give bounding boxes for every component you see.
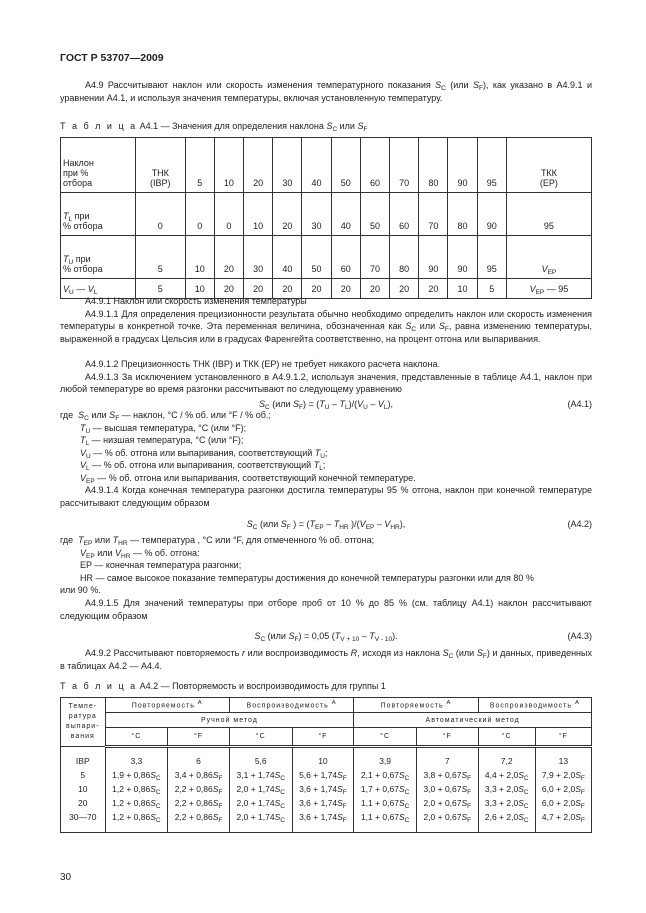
table-cell: 20 <box>273 279 302 299</box>
table-cell: 50 <box>302 236 331 279</box>
table-cell: 60 <box>390 193 419 236</box>
where-item: где $T_{EP}$ или $T_{HR}$ — температура , °С или °F, для отмеченного % об. отгона; <box>60 535 375 547</box>
table-cell: 5 <box>61 768 106 782</box>
table-cell: 50 <box>360 193 389 236</box>
table-cell: 70 <box>390 138 419 193</box>
table-cell: 10 <box>185 279 214 299</box>
table-cell: 80 <box>390 236 419 279</box>
table-cell: $1,1 + 0,67S_C$ <box>354 810 417 833</box>
table-row <box>61 796 592 810</box>
table-cell: Наклон при % отбора <box>61 138 136 193</box>
table-cell: $3,0 + 0,67S_F$ <box>416 782 478 796</box>
table-row <box>61 810 592 833</box>
table-cell: $2,6 + 2,0S_C$ <box>478 810 535 833</box>
table-cell: $2,2 + 0,86S_F$ <box>168 810 230 833</box>
equation-number: (А4.1) <box>567 399 592 409</box>
table-header-row <box>61 713 592 728</box>
table-cell: ТКК (EP) <box>506 138 591 193</box>
table-cell: 20 <box>244 138 273 193</box>
table-a4-1-caption <box>60 121 367 131</box>
table-cell: 0 <box>214 193 243 236</box>
table-cell: 7,2 <box>478 747 535 769</box>
document-header: ГОСТ Р 53707—2009 <box>60 52 164 64</box>
table-cell: 3,3 <box>105 747 168 769</box>
where-list-2 <box>60 534 592 597</box>
caption-text: А4.2 — Повторяемость и воспроизводимость для группы 1 <box>137 681 386 691</box>
table-cell: 70 <box>419 193 448 236</box>
table-cell: $1,2 + 0,86S_C$ <box>105 782 168 796</box>
where-item: где $S_C$ или $S_F$ — наклон, °С / % об. или °F / % об.; <box>60 410 271 422</box>
caption-prefix: Т а б л и ц а <box>60 121 138 131</box>
where-item: $V_{EP}$ или $V_{HR}$ — % об. отгона: <box>80 547 200 560</box>
table-cell: $2,0 + 1,74S_C$ <box>229 796 292 810</box>
table-cell: $3,4 + 0,86S_F$ <box>168 768 230 782</box>
group-header: Воспроизводимость $^А$ <box>229 698 353 713</box>
table-cell: 70 <box>360 236 389 279</box>
table-cell: 20 <box>360 279 389 299</box>
table-cell: 10 <box>448 279 477 299</box>
table-cell: 90 <box>419 236 448 279</box>
table-cell: $1,2 + 0,86S_C$ <box>105 796 168 810</box>
table-header-row <box>61 698 592 713</box>
table-cell: $6,0 + 2,0S_F$ <box>535 796 591 810</box>
paragraph-a4-9-1-5: А4.9.1.5 Для значений температуры при отборе проб от 10 % до 85 % (см. таблицу А4.1) наклон рассчитывают следующим образом <box>60 598 592 621</box>
table-cell: 95 <box>477 236 506 279</box>
table-cell: 20 <box>302 279 331 299</box>
table-cell: $3,3 + 2,0S_C$ <box>478 796 535 810</box>
table-cell: 5 <box>185 138 214 193</box>
table-cell: $4,4 + 2,0S_C$ <box>478 768 535 782</box>
table-cell: 5 <box>477 279 506 299</box>
table-cell: IBP <box>61 747 106 769</box>
where-item: $V_{EP}$ — % об. отгона или выпаривания, соответствующий конечной температуре. <box>80 472 416 485</box>
equation-number: (А4.3) <box>567 631 592 641</box>
table-cell: 20 <box>390 279 419 299</box>
table-cell: $2,1 + 0,67S_C$ <box>354 768 417 782</box>
unit-header: °С <box>105 728 168 747</box>
page-number: 30 <box>60 872 72 883</box>
table-cell: $3,1 + 1,74S_C$ <box>229 768 292 782</box>
where-item: HR — самое высокое показание температуры достижения до конечной температуры разгонки или для 80 % <box>80 572 534 583</box>
table-cell: $T_L$ при % отбора <box>61 193 136 236</box>
table-cell: 80 <box>419 138 448 193</box>
equation-formula: $S_C$ (или $S_F) = (T_U - T_L)/(V_U - V_L)$, <box>258 399 393 411</box>
group-header: Повторяемость $^А$ <box>105 698 229 713</box>
where-item: $V_U$ — % об. отгона или выпаривания, соответствующий $T_U$; <box>80 447 328 460</box>
table-cell: $V_U$ — $V_L$ <box>61 279 136 299</box>
table-cell: $V_{EP}$ — 95 <box>506 279 591 299</box>
table-cell: ТНК (IBP) <box>136 138 186 193</box>
table-cell: 95 <box>506 193 591 236</box>
equation-formula: $S_C$ (или $S_F$ ) = ($T_{EP} - T_{HR}$ )$/(V_{EP} - V_{HR})$, <box>246 519 406 531</box>
unit-header: °F <box>535 728 591 747</box>
table-cell: 20 <box>331 279 360 299</box>
table-row <box>61 782 592 796</box>
table-cell: 10 <box>214 138 243 193</box>
table-a4-2-caption <box>60 681 386 691</box>
table-cell: $2,2 + 0,86S_F$ <box>168 782 230 796</box>
table-cell: 95 <box>477 138 506 193</box>
paragraph-a4-9-1-1: А4.9.1.1 Для определения прецизионности результата обычно необходимо определить наклон или скорость изменения температуры в конкретной точке. Эта переменная величина, обозначенная как $S_C$ или $S_F$, равна изменению температуры, выраженной в градусах Цельсия или в градусах Фаренгейта соответственно, на процент отгона или выпаривания. <box>60 308 593 344</box>
table-cell: 6 <box>168 747 230 769</box>
where-list-1 <box>60 409 416 485</box>
method-header: Автоматический метод <box>354 713 592 728</box>
table-cell: 40 <box>302 138 331 193</box>
table-cell: 40 <box>273 236 302 279</box>
table-cell: 90 <box>448 138 477 193</box>
table-cell: $3,8 + 0,67S_F$ <box>416 768 478 782</box>
table-cell: $2,0 + 0,67S_F$ <box>416 810 478 833</box>
equation-number: (А4.2) <box>567 519 592 529</box>
table-cell: 60 <box>360 138 389 193</box>
table-cell: 7 <box>416 747 478 769</box>
table-cell: 20 <box>214 236 243 279</box>
table-cell: $3,6 + 1,74S_F$ <box>292 782 354 796</box>
where-item: $T_U$ — высшая температура, °С (или °F); <box>80 422 247 435</box>
table-cell: 30 <box>273 138 302 193</box>
table-cell: $1,2 + 0,86S_C$ <box>105 810 168 833</box>
table-cell: $2,2 + 0,86S_F$ <box>168 796 230 810</box>
table-cell: $T_U$ при % отбора <box>61 236 136 279</box>
table-cell: $3,3 + 2,0S_C$ <box>478 782 535 796</box>
table-cell: 3,9 <box>354 747 417 769</box>
table-a4-2 <box>60 697 592 833</box>
table-header-row <box>61 728 592 747</box>
table-cell: 30—70 <box>61 810 106 833</box>
table-cell: 90 <box>477 193 506 236</box>
unit-header: °С <box>354 728 417 747</box>
table-cell: 60 <box>331 236 360 279</box>
unit-header: °F <box>292 728 354 747</box>
table-cell: 50 <box>331 138 360 193</box>
table-cell: $1,1 + 0,67S_C$ <box>354 796 417 810</box>
unit-header: °С <box>229 728 292 747</box>
paragraph-a4-9-1-2: А4.9.1.2 Прецизионность ТНК (IBP) и ТКК (EP) не требует никакого расчета наклона. <box>85 359 441 369</box>
group-header: Повторяемость $^А$ <box>354 698 478 713</box>
table-cell: 30 <box>244 236 273 279</box>
table-cell: $2,0 + 1,74S_C$ <box>229 782 292 796</box>
table-cell: 20 <box>244 279 273 299</box>
table-cell: 20 <box>214 279 243 299</box>
table-cell: 10 <box>244 193 273 236</box>
table-cell: 10 <box>61 782 106 796</box>
table-cell: 5 <box>136 279 186 299</box>
table-cell: $7,9 + 2,0S_F$ <box>535 768 591 782</box>
table-row <box>61 138 592 193</box>
table-cell: 10 <box>292 747 354 769</box>
equation-formula: $S_C$ (или $S_F) = 0,05$ $(T_{V + 10} - T_{V - 10})$. <box>254 631 398 643</box>
unit-header: °F <box>416 728 478 747</box>
unit-header: °С <box>478 728 535 747</box>
table-cell: $3,6 + 1,74S_F$ <box>292 810 354 833</box>
where-item: $T_L$ — низшая температура, °С (или °F); <box>80 435 244 448</box>
table-cell: 0 <box>185 193 214 236</box>
table-cell: 80 <box>448 193 477 236</box>
table-cell: 5 <box>136 236 186 279</box>
table-cell: 40 <box>331 193 360 236</box>
table-row <box>61 768 592 782</box>
paragraph-a4-9-1-4: А4.9.1.4 Когда конечная температура разгонки достигла температуры 95 % отгона, наклон при конечной температуре рассчитывают следующим образом <box>60 485 592 508</box>
table-cell: $5,6 + 1,74S_F$ <box>292 768 354 782</box>
table-cell: 0 <box>136 193 186 236</box>
where-item: $V_L$ — % об. отгона или выпаривания, соответствующий $T_L$; <box>80 460 326 473</box>
method-header: Ручной метод <box>105 713 354 728</box>
table-cell: 30 <box>302 193 331 236</box>
row-label-header: Темпе- ратура выпари- вания <box>61 698 106 747</box>
table-cell: $1,9 + 0,86S_C$ <box>105 768 168 782</box>
unit-header: °F <box>168 728 230 747</box>
group-header: Воспроизводимость $^А$ <box>478 698 591 713</box>
table-cell: 5,6 <box>229 747 292 769</box>
paragraph-a4-9-2: А4.9.2 Рассчитывают повторяемость r или воспроизводимость R, исходя из наклона $S_C$ (или $S_F$) и данных, приведенных в таблицах А4.2 — А4.4. <box>60 648 592 671</box>
table-row <box>61 236 592 279</box>
where-item: или 90 %. <box>60 585 101 596</box>
section-heading-a4-9-1: А4.9.1 Наклон или скорость изменения температуры <box>85 296 307 306</box>
table-row <box>61 193 592 236</box>
table-row <box>61 747 592 769</box>
table-cell: $V_{EP}$ <box>506 236 591 279</box>
table-cell: 20 <box>61 796 106 810</box>
table-cell: 13 <box>535 747 591 769</box>
table-cell: $1,7 + 0,67S_C$ <box>354 782 417 796</box>
table-cell: 90 <box>448 236 477 279</box>
table-cell: $2,0 + 0,67S_F$ <box>416 796 478 810</box>
table-cell: 10 <box>185 236 214 279</box>
table-cell: $3,6 + 1,74S_F$ <box>292 796 354 810</box>
table-cell: $4,7 + 2,0S_F$ <box>535 810 591 833</box>
paragraph-a4-9: А4.9 Рассчитывают наклон или скорость изменения температурного показания $S_C$ (или $S_F$), как указано в А4.9.1 и уравнении А4.1, и используя значения температуры, включая установленную температуру. <box>60 80 592 103</box>
table-cell: $2,0 + 1,74S_C$ <box>229 810 292 833</box>
table-a4-1 <box>60 137 592 299</box>
caption-prefix: Т а б л и ц а <box>60 681 138 691</box>
table-cell: 20 <box>419 279 448 299</box>
table-cell: 20 <box>273 193 302 236</box>
where-item: EP — конечная температура разгонки; <box>80 560 242 571</box>
caption-text: А4.1 — Значения для определения наклона $S_C$ или $S_F$ <box>137 121 368 133</box>
table-cell: $6,0 + 2,0S_F$ <box>535 782 591 796</box>
paragraph-a4-9-1-3: А4.9.1.3 За исключением установленного в А4.9.1.2, используя значения, представленные в таблице А4.1, наклон при любой температуре во время разгонки рассчитывают по следующему уравнению <box>60 371 592 395</box>
